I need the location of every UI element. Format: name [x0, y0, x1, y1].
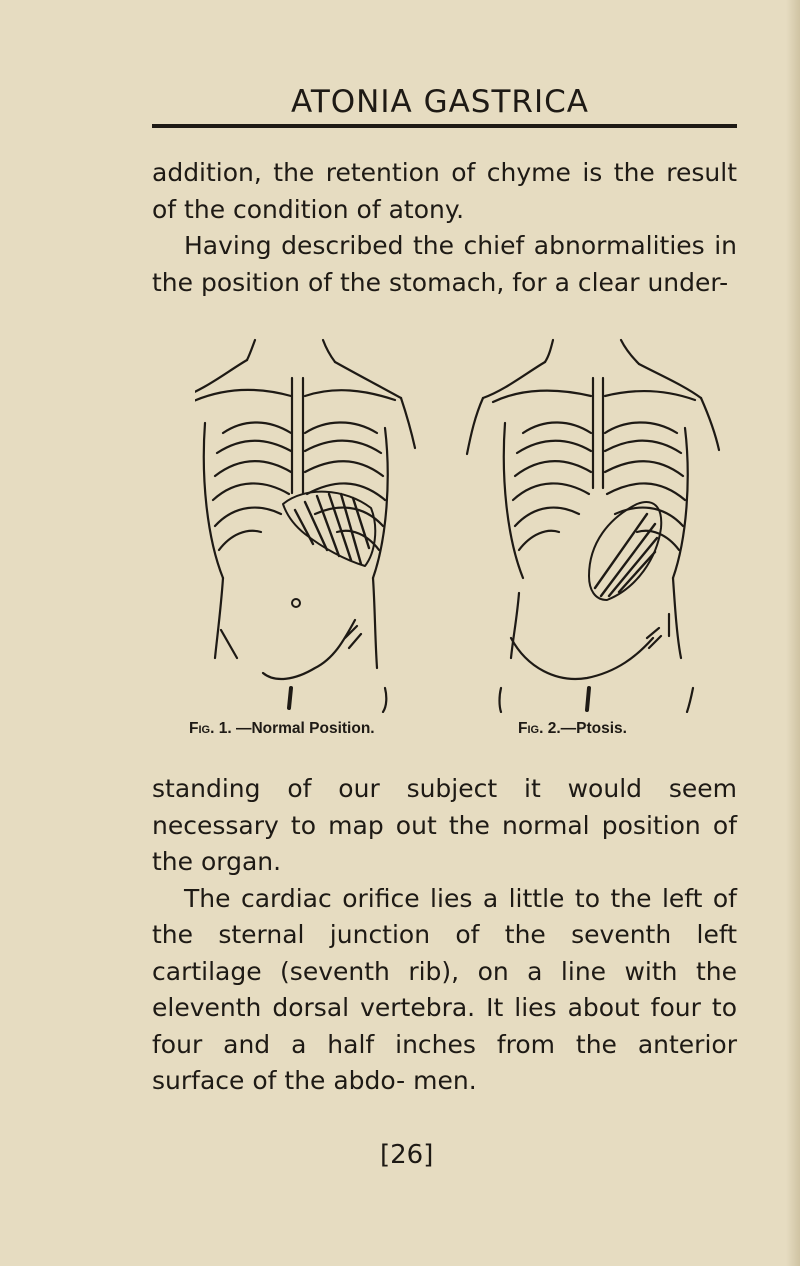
- running-head: ATONIA GASTRICA: [291, 84, 589, 120]
- text-block-top: [152, 155, 737, 301]
- paragraph: The cardiac orifice lies a little to the left of the sternal junction of the seventh left cartilage (seventh rib), on a line with the eleventh dorsal vertebra. It lies about four to four and a half inches from the anterior surface of the abdo- men.: [152, 883, 737, 1095]
- figure-1-caption: [189, 720, 375, 738]
- head-rule: [152, 124, 737, 128]
- figure-1-label: Fig. 1.: [189, 720, 232, 737]
- figure-2-caption: [518, 720, 627, 738]
- page-number: [26]: [380, 1140, 434, 1170]
- text-block-bottom: [152, 771, 737, 1100]
- figure-2-title: —Ptosis.: [560, 720, 627, 737]
- figure-2-label: Fig. 2.: [518, 720, 561, 737]
- paragraph: standing of our subject it would seem necessary to map out the normal position of the organ.: [152, 774, 737, 876]
- figure-1-torso: [195, 340, 415, 712]
- figure-1-title: —Normal Position.: [235, 720, 375, 737]
- page-edge: [786, 0, 800, 1266]
- paragraph: addition, the retention of chyme is the result of the condition of atony.: [152, 158, 737, 224]
- paragraph: Having described the chief abnormalities in the position of the stomach, for a clear under-: [152, 231, 737, 297]
- anatomical-figures: [195, 338, 735, 713]
- figure-2-torso: [467, 340, 719, 712]
